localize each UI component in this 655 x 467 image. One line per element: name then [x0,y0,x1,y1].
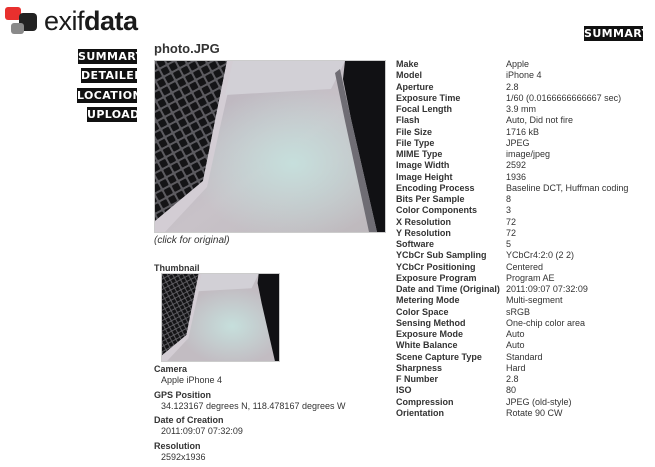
exif-detail-row [396,385,651,396]
resolution-value: 2592x1936 [161,452,206,462]
exif-detail-label: Focal Length [396,104,452,114]
exif-detail-label: Bits Per Sample [396,194,465,204]
exif-detail-label: Image Width [396,160,450,171]
thumbnail-image [161,273,280,362]
nav-upload-button[interactable]: UPLOAD [87,108,140,121]
exif-detail-value: 2011:09:07 07:32:09 [506,284,588,294]
exif-detail-row [396,183,651,194]
gps-position-value: 34.123167 degrees N, 118.478167 degrees W [161,401,346,411]
exif-detail-label: YCbCr Sub Sampling [396,250,487,261]
nav-summary-button[interactable]: SUMMARY [78,50,144,63]
exif-detail-value: Program AE [506,272,555,283]
exif-detail-row [396,284,651,295]
logo-wordmark [44,5,138,37]
exif-detail-value: sRGB [506,306,531,317]
exif-detail-row [396,194,651,205]
logo-wordmark-bold: data [84,6,138,36]
exif-detail-value: 8 [506,194,512,204]
date-of-creation-label: Date of Creation [154,415,224,425]
photo-title: photo.JPG [154,41,220,56]
exif-detail-row [396,262,651,273]
exif-detail-label: Software [396,239,435,249]
exif-detail-value: 1716 kB [506,126,540,137]
exif-detail-label: Sensing Method [396,317,466,328]
exif-detail-value: JPEG (old-style) [506,396,572,407]
exif-detail-row [396,397,651,408]
photo-preview[interactable] [154,60,386,233]
click-for-original-link[interactable]: (click for original) [154,235,230,246]
exif-detail-row [396,138,651,149]
exif-detail-label: YCbCr Positioning [396,261,476,272]
exif-detail-row [396,70,651,81]
exif-detail-label: Exposure Mode [396,329,464,339]
logo-wordmark-regular: exif [44,6,85,36]
exif-detail-value: 5 [506,239,512,249]
exif-detail-label: Metering Mode [396,295,460,306]
exif-detail-label: File Size [396,126,433,137]
exif-detail-value: Baseline DCT, Huffman coding [506,182,629,193]
exif-detail-label: Color Space [396,306,449,317]
exif-detail-value: Centered [506,261,544,272]
date-of-creation-value: 2011:09:07 07:32:09 [161,426,243,436]
exif-detail-row [396,93,651,104]
gps-position-label: GPS Position [154,390,212,400]
exif-detail-row [396,250,651,261]
camera-label: Camera [154,364,188,374]
camera-value: Apple iPhone 4 [161,375,223,385]
exif-detail-label: Model [396,70,422,81]
exif-detail-value: YCbCr4:2:0 (2 2) [506,250,575,261]
exif-detail-label: Compression [396,396,454,407]
logo-mark-icon [3,3,43,41]
exif-detail-row [396,352,651,363]
exif-detail-value: Auto [506,340,525,351]
exif-detail-label: File Type [396,137,435,148]
exif-detail-value: Apple [506,59,530,69]
exif-detail-value: 1/60 (0.0166666666667 sec) [506,92,622,103]
exif-detail-label: MIME Type [396,149,443,159]
exif-detail-value: image/jpeg [506,149,551,159]
exif-detail-row [396,318,651,329]
exif-detail-label: Scene Capture Type [396,351,482,362]
exif-detail-row [396,59,651,70]
exif-detail-row [396,217,651,228]
exif-detail-label: X Resolution [396,216,452,227]
exif-detail-row [396,172,651,183]
exif-detail-value: 72 [506,216,517,227]
exif-detail-row [396,329,651,340]
exif-detail-value: 1936 [506,171,527,182]
exif-detail-label: Exposure Program [396,272,477,283]
exif-detail-label: Encoding Process [396,182,475,193]
exif-detail-row [396,374,651,385]
exif-detail-value: Standard [506,351,543,362]
exif-detail-value: 2.8 [506,374,519,384]
exif-detail-label: Orientation [396,407,445,418]
exif-detail-label: Aperture [396,81,434,92]
exif-detail-value: One-chip color area [506,317,586,328]
exif-detail-label: Flash [396,115,420,126]
exif-detail-value: 2.8 [506,81,519,92]
exif-detail-row [396,205,651,216]
exifdata-logo[interactable] [3,3,148,43]
exif-detail-row [396,115,651,126]
exif-detail-value: 2592 [506,160,527,171]
exif-detail-value: Multi-segment [506,295,563,306]
thumbnail-label: Thumbnail [154,263,200,273]
exif-detail-row [396,307,651,318]
exif-detail-label: Color Components [396,205,477,216]
exif-detail-row [396,363,651,374]
exif-detail-value: Rotate 90 CW [506,407,563,418]
exif-detail-row [396,160,651,171]
nav-detailed-button[interactable]: DETAILED [81,69,144,82]
exif-detail-label: Sharpness [396,362,443,373]
exif-detail-label: Image Height [396,171,453,182]
exif-detail-label: White Balance [396,340,458,351]
exif-detail-value: 72 [506,227,517,238]
exif-detail-row [396,295,651,306]
exif-detail-value: Auto [506,329,525,339]
photo-preview-image [155,61,385,232]
exif-detail-label: Exposure Time [396,92,461,103]
exif-detail-value: 3.9 mm [506,104,537,114]
thumbnail-picture [162,274,279,361]
exif-detail-label: Make [396,59,419,69]
nav-location-button[interactable]: LOCATION [77,89,143,102]
exif-detail-value: iPhone 4 [506,70,542,81]
exif-detail-value: Hard [506,362,526,373]
exif-detail-label: Date and Time (Original) [396,284,500,294]
exif-detail-value: 3 [506,205,512,216]
exif-detail-row [396,127,651,138]
exif-detail-row [396,273,651,284]
exif-details-table [396,59,651,419]
exif-detail-value: 80 [506,385,517,396]
resolution-label: Resolution [154,441,201,451]
exif-detail-row [396,149,651,160]
exif-detail-value: JPEG [506,137,530,148]
exif-detail-label: Y Resolution [396,227,451,238]
exif-detail-value: Auto, Did not fire [506,115,574,126]
exif-detail-row [396,82,651,93]
header-summary-button[interactable]: SUMMARY [584,27,650,40]
exif-detail-label: F Number [396,374,439,384]
exif-detail-row [396,239,651,250]
exif-detail-label: ISO [396,385,412,396]
exif-detail-row [396,408,651,419]
exif-detail-row [396,340,651,351]
exif-detail-row [396,104,651,115]
exif-detail-row [396,228,651,239]
